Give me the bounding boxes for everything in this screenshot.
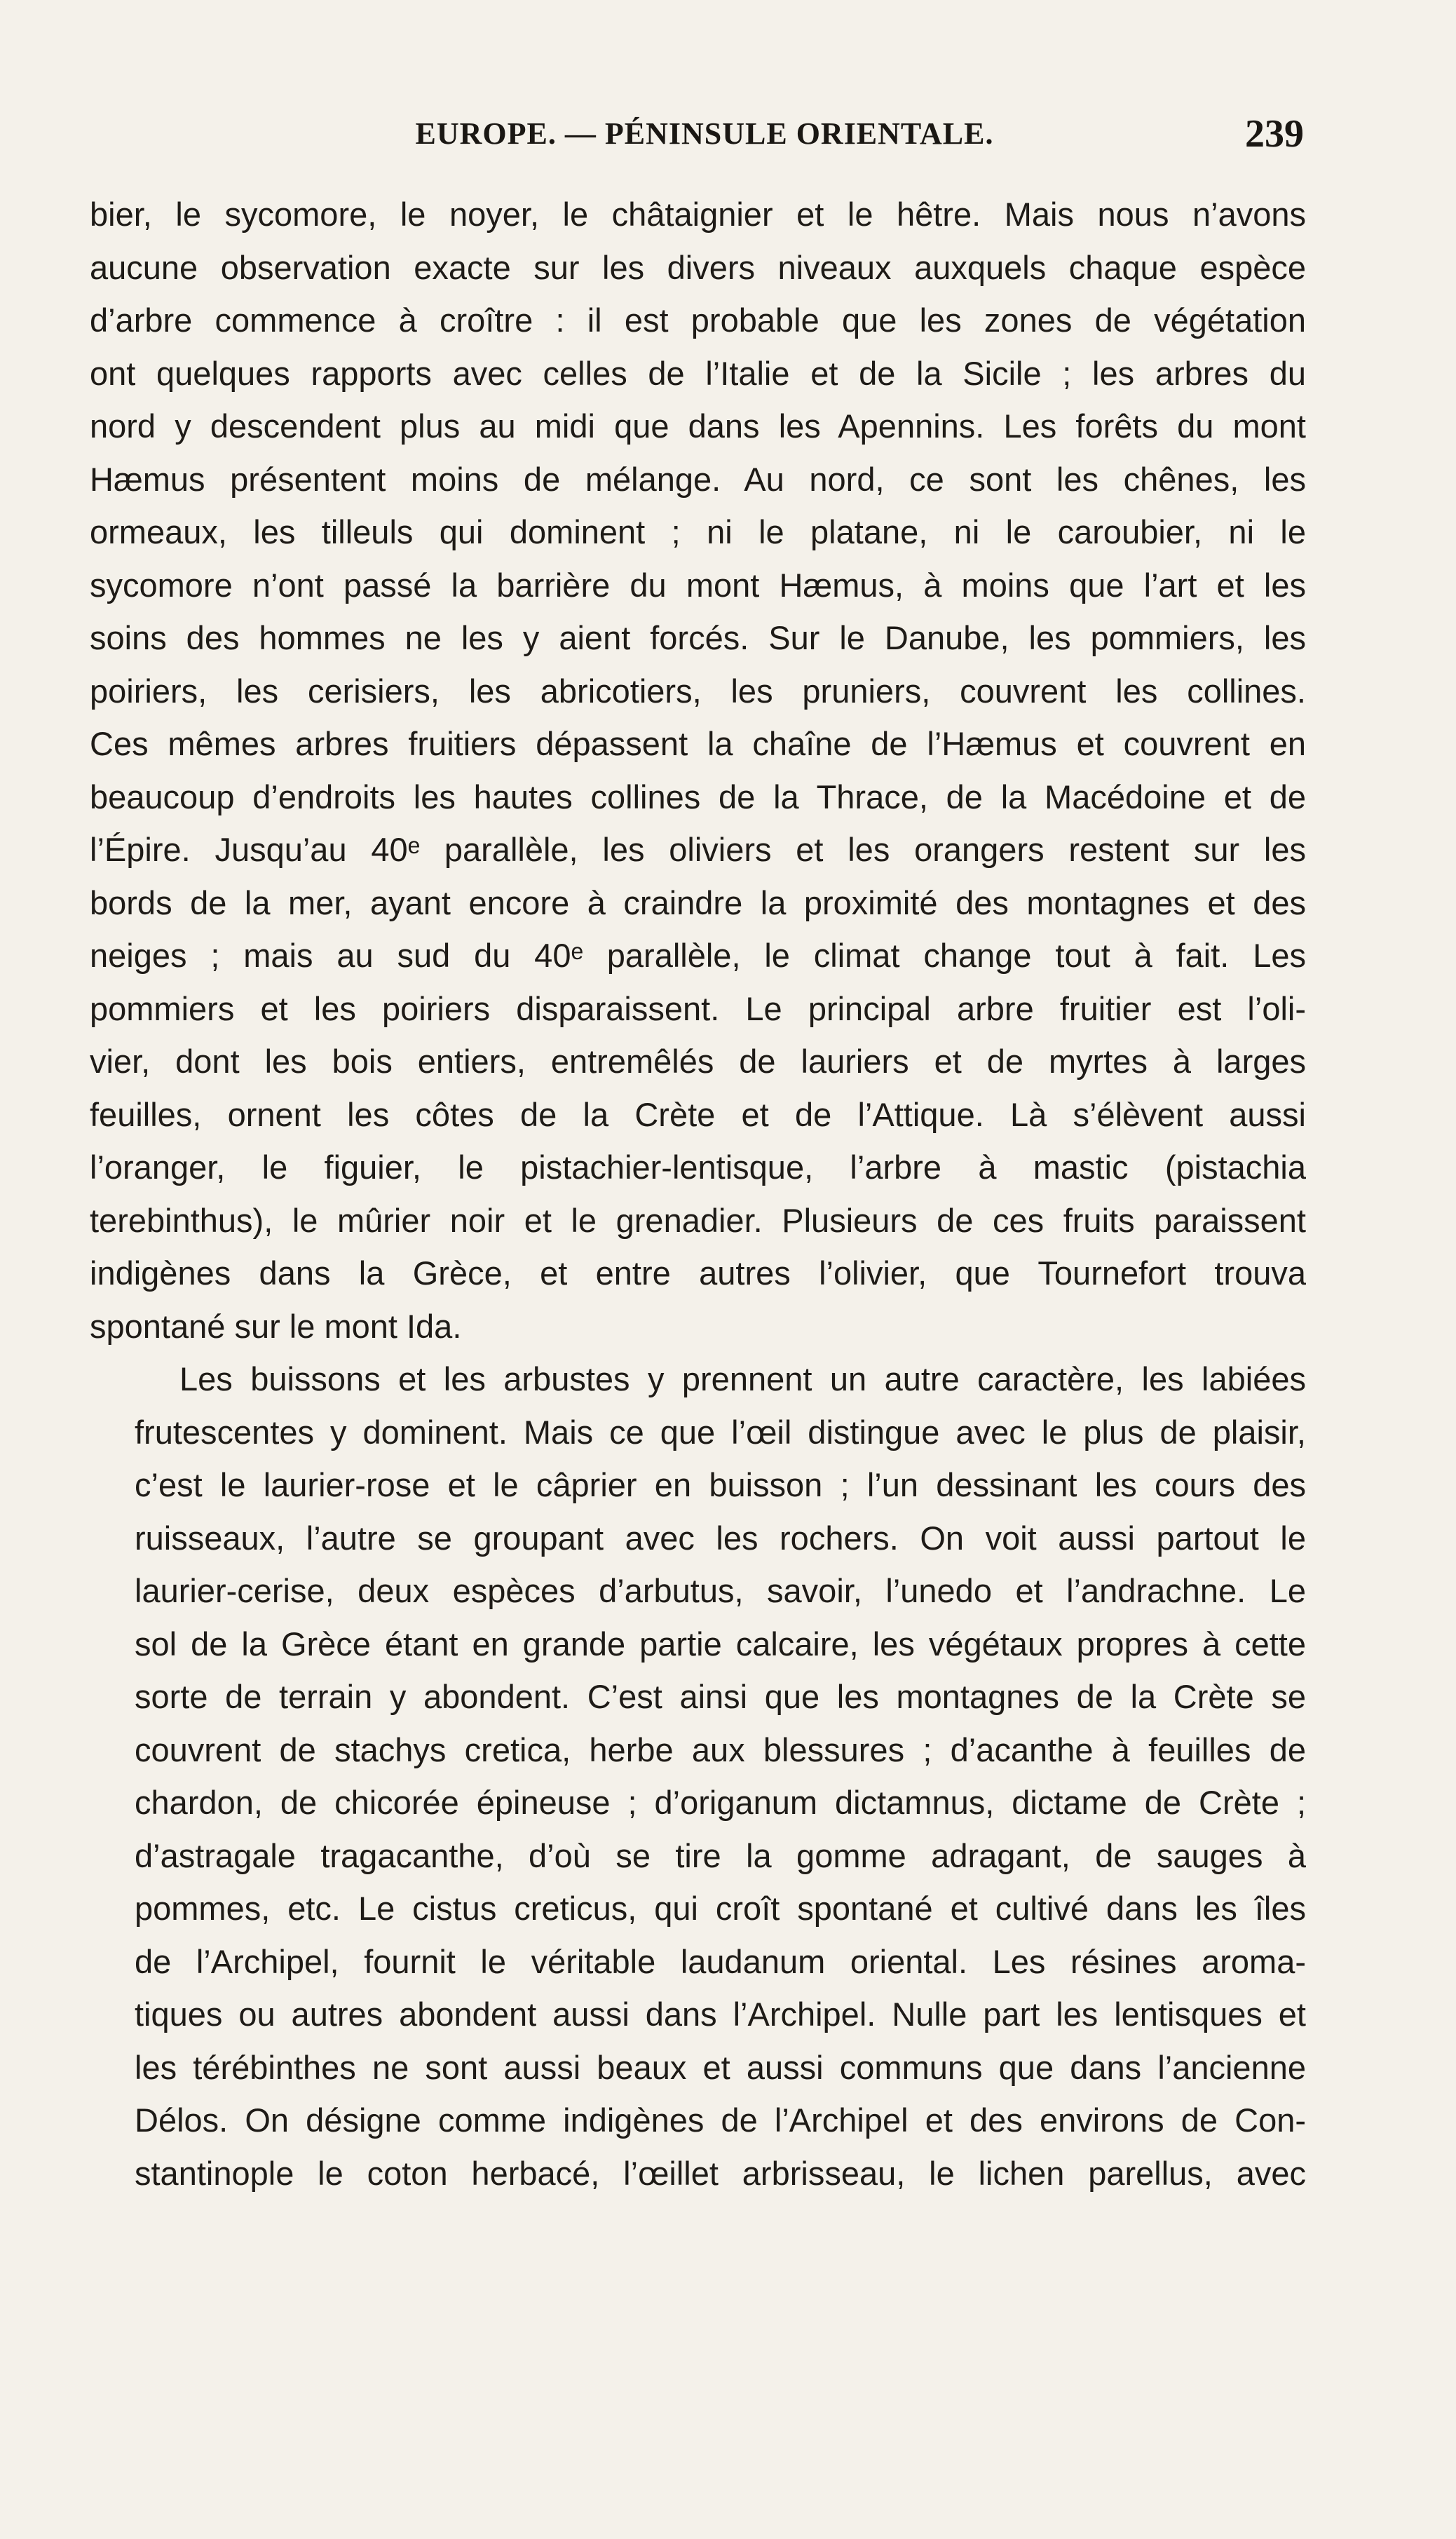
text-line: bords de la mer, ayant encore à craindre la proximité des montagnes et des — [90, 883, 1306, 921]
text-line: tiques ou autres abondent aussi dans l’Archipel. Nulle part les lentisques et — [135, 1996, 1306, 2033]
text-line: frutescentes y dominent. Mais ce que l’œil distingue avec le plus de plaisir, — [135, 1413, 1306, 1451]
paragraph-1 — [90, 188, 1306, 1353]
text-line: neiges ; mais au sud du 40ᵉ parallèle, le climat change tout à fait. Les — [90, 937, 1306, 974]
text-line: Les buissons et les arbustes y prennent un autre caractère, les labiées — [179, 1360, 1306, 1397]
text-line: poiriers, les cerisiers, les abricotiers, les pruniers, couvrent les collines. — [90, 672, 1306, 710]
text-line: ruisseaux, l’autre se groupant avec les rochers. On voit aussi partout le — [135, 1519, 1306, 1557]
text-line: soins des hommes ne les y aient forcés. Sur le Danube, les pommiers, les — [90, 619, 1306, 656]
text-line: Délos. On désigne comme indigènes de l’Archipel et des environs de Con- — [135, 2101, 1306, 2139]
text-line: couvrent de stachys cretica, herbe aux blessures ; d’acanthe à feuilles de — [135, 1731, 1306, 1768]
page-number: 239 — [1245, 112, 1304, 156]
text-line: Ces mêmes arbres fruitiers dépassent la chaîne de l’Hæmus et couvrent en — [90, 725, 1306, 762]
text-line: chardon, de chicorée épineuse ; d’origanum dictamnus, dictame de Crète ; — [135, 1784, 1306, 1821]
text-line: sycomore n’ont passé la barrière du mont Hæmus, à moins que l’art et les — [90, 566, 1306, 604]
text-line: feuilles, ornent les côtes de la Crète et de l’Attique. Là s’élèvent aussi — [90, 1095, 1306, 1133]
text-line: vier, dont les bois entiers, entremêlés de lauriers et de myrtes à larges — [90, 1043, 1306, 1080]
running-title: EUROPE. — PÉNINSULE ORIENTALE. — [415, 116, 994, 151]
text-line: ormeaux, les tilleuls qui dominent ; ni le platane, ni le caroubier, ni le — [90, 513, 1306, 550]
text-line: c’est le laurier-rose et le câprier en buisson ; l’un dessinant les cours des — [135, 1466, 1306, 1503]
body-text — [90, 188, 1306, 2200]
text-line: l’oranger, le figuier, le pistachier-lentisque, l’arbre à mastic (pistachia — [90, 1149, 1306, 1186]
text-line: d’arbre commence à croître : il est probable que les zones de végétation — [90, 302, 1306, 339]
text-line: pommes, etc. Le cistus creticus, qui croît spontané et cultivé dans les îles — [135, 1890, 1306, 1927]
text-line: aucune observation exacte sur les divers niveaux auxquels chaque espèce — [90, 248, 1306, 286]
text-line: terebinthus), le mûrier noir et le grenadier. Plusieurs de ces fruits paraissent — [90, 1201, 1306, 1239]
text-line: stantinople le coton herbacé, l’œillet arbrisseau, le lichen parellus, avec — [135, 2154, 1306, 2192]
text-line: pommiers et les poiriers disparaissent. Le principal arbre fruitier est l’oli- — [90, 989, 1306, 1027]
running-head — [105, 112, 1304, 165]
text-line: sorte de terrain y abondent. C’est ainsi que les montagnes de la Crète se — [135, 1678, 1306, 1715]
text-line: l’Épire. Jusqu’au 40ᵉ parallèle, les oliviers et les orangers restent sur les — [90, 831, 1306, 868]
text-line: sol de la Grèce étant en grande partie calcaire, les végétaux propres à cette — [135, 1625, 1306, 1663]
text-line: spontané sur le mont Ida. — [90, 1307, 462, 1345]
text-line: laurier-cerise, deux espèces d’arbutus, savoir, l’unedo et l’andrachne. Le — [135, 1572, 1306, 1609]
text-line: bier, le sycomore, le noyer, le châtaignier et le hêtre. Mais nous n’avons — [90, 196, 1306, 233]
text-line: de l’Archipel, fournit le véritable laudanum oriental. Les résines aroma- — [135, 1942, 1306, 1980]
text-line: d’astragale tragacanthe, d’où se tire la gomme adragant, de sauges à — [135, 1836, 1306, 1874]
text-line: Hæmus présentent moins de mélange. Au nord, ce sont les chênes, les — [90, 460, 1306, 498]
text-line: les térébinthes ne sont aussi beaux et aussi communs que dans l’ancienne — [135, 2048, 1306, 2086]
paragraph-2 — [90, 1353, 1306, 2200]
text-line: beaucoup d’endroits les hautes collines de la Thrace, de la Macédoine et de — [90, 778, 1306, 815]
text-line: nord y descendent plus au midi que dans les Apennins. Les forêts du mont — [90, 407, 1306, 445]
text-line: indigènes dans la Grèce, et entre autres l’olivier, que Tournefort trouva — [90, 1254, 1306, 1292]
text-line: ont quelques rapports avec celles de l’Italie et de la Sicile ; les arbres du — [90, 354, 1306, 392]
